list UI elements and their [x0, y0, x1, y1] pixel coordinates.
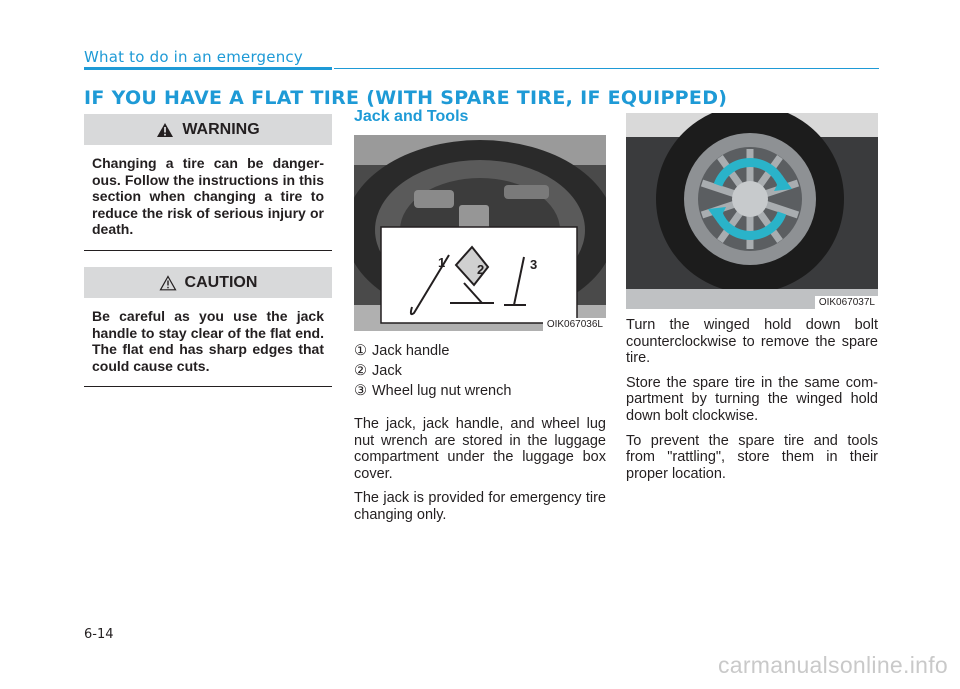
warning-heading: WARNING	[182, 120, 260, 138]
list-item	[354, 381, 606, 401]
page-number: 6-14	[84, 627, 114, 642]
caution-triangle-icon	[159, 275, 177, 291]
warning-text: Changing a tire can be danger-ous. Follow the instructions in this section when changing a tire to reduce the risk of serious injury or death.	[92, 155, 324, 238]
body-paragraph: To prevent the spare tire and tools from "rattling", store them in their proper location.	[626, 432, 878, 482]
list-item-number: ①	[354, 343, 367, 359]
tool-number-3: 3	[530, 257, 538, 272]
trunk-tool-tray-illustration	[354, 135, 606, 331]
figure-code: OIK067037L	[815, 296, 878, 309]
caution-header	[84, 267, 332, 298]
warning-box	[84, 114, 332, 251]
page-title: IF YOU HAVE A FLAT TIRE (WITH SPARE TIRE, IF EQUIPPED)	[84, 87, 728, 109]
caution-heading: CAUTION	[184, 273, 258, 291]
warning-triangle-icon	[156, 122, 174, 138]
caution-text: Be careful as you use the jack handle to stay clear of the flat end. The flat end has sharp edges that could cause cuts.	[92, 308, 324, 374]
figure-code: OIK067036L	[543, 318, 606, 331]
watermark: carmanualsonline.info	[717, 652, 948, 678]
list-item-label: Jack	[372, 363, 402, 379]
header-rule-thin	[334, 68, 879, 69]
list-item-label: Jack handle	[372, 343, 450, 359]
jack-tools-figure	[354, 135, 606, 331]
list-item-number: ②	[354, 363, 367, 379]
header-rule-thick	[84, 67, 332, 70]
body-paragraph: Store the spare tire in the same com-partment by turning the winged hold down bolt clockwise.	[626, 374, 878, 424]
spare-tire-figure	[626, 113, 878, 309]
spare-tire-illustration	[626, 113, 878, 309]
list-item-number: ③	[354, 383, 367, 399]
warning-header	[84, 114, 332, 145]
list-item-label: Wheel lug nut wrench	[372, 383, 512, 399]
tool-number-2: 2	[477, 262, 485, 277]
caution-box	[84, 267, 332, 387]
tool-list	[354, 341, 606, 401]
body-paragraph: The jack is provided for emergency tire changing only.	[354, 490, 606, 523]
body-paragraph: Turn the winged hold down bolt counterclockwise to remove the spare tire.	[626, 317, 878, 367]
list-item	[354, 341, 606, 361]
jack-tools-title: Jack and Tools	[354, 108, 469, 125]
jack-tools-section	[354, 108, 606, 532]
tool-number-1: 1	[438, 255, 446, 270]
body-paragraph: The jack, jack handle, and wheel lug nut wrench are stored in the luggage compartment under the luggage box cover.	[354, 416, 606, 482]
spare-tire-section	[626, 113, 878, 490]
list-item	[354, 361, 606, 381]
section-header: What to do in an emergency	[84, 48, 303, 66]
